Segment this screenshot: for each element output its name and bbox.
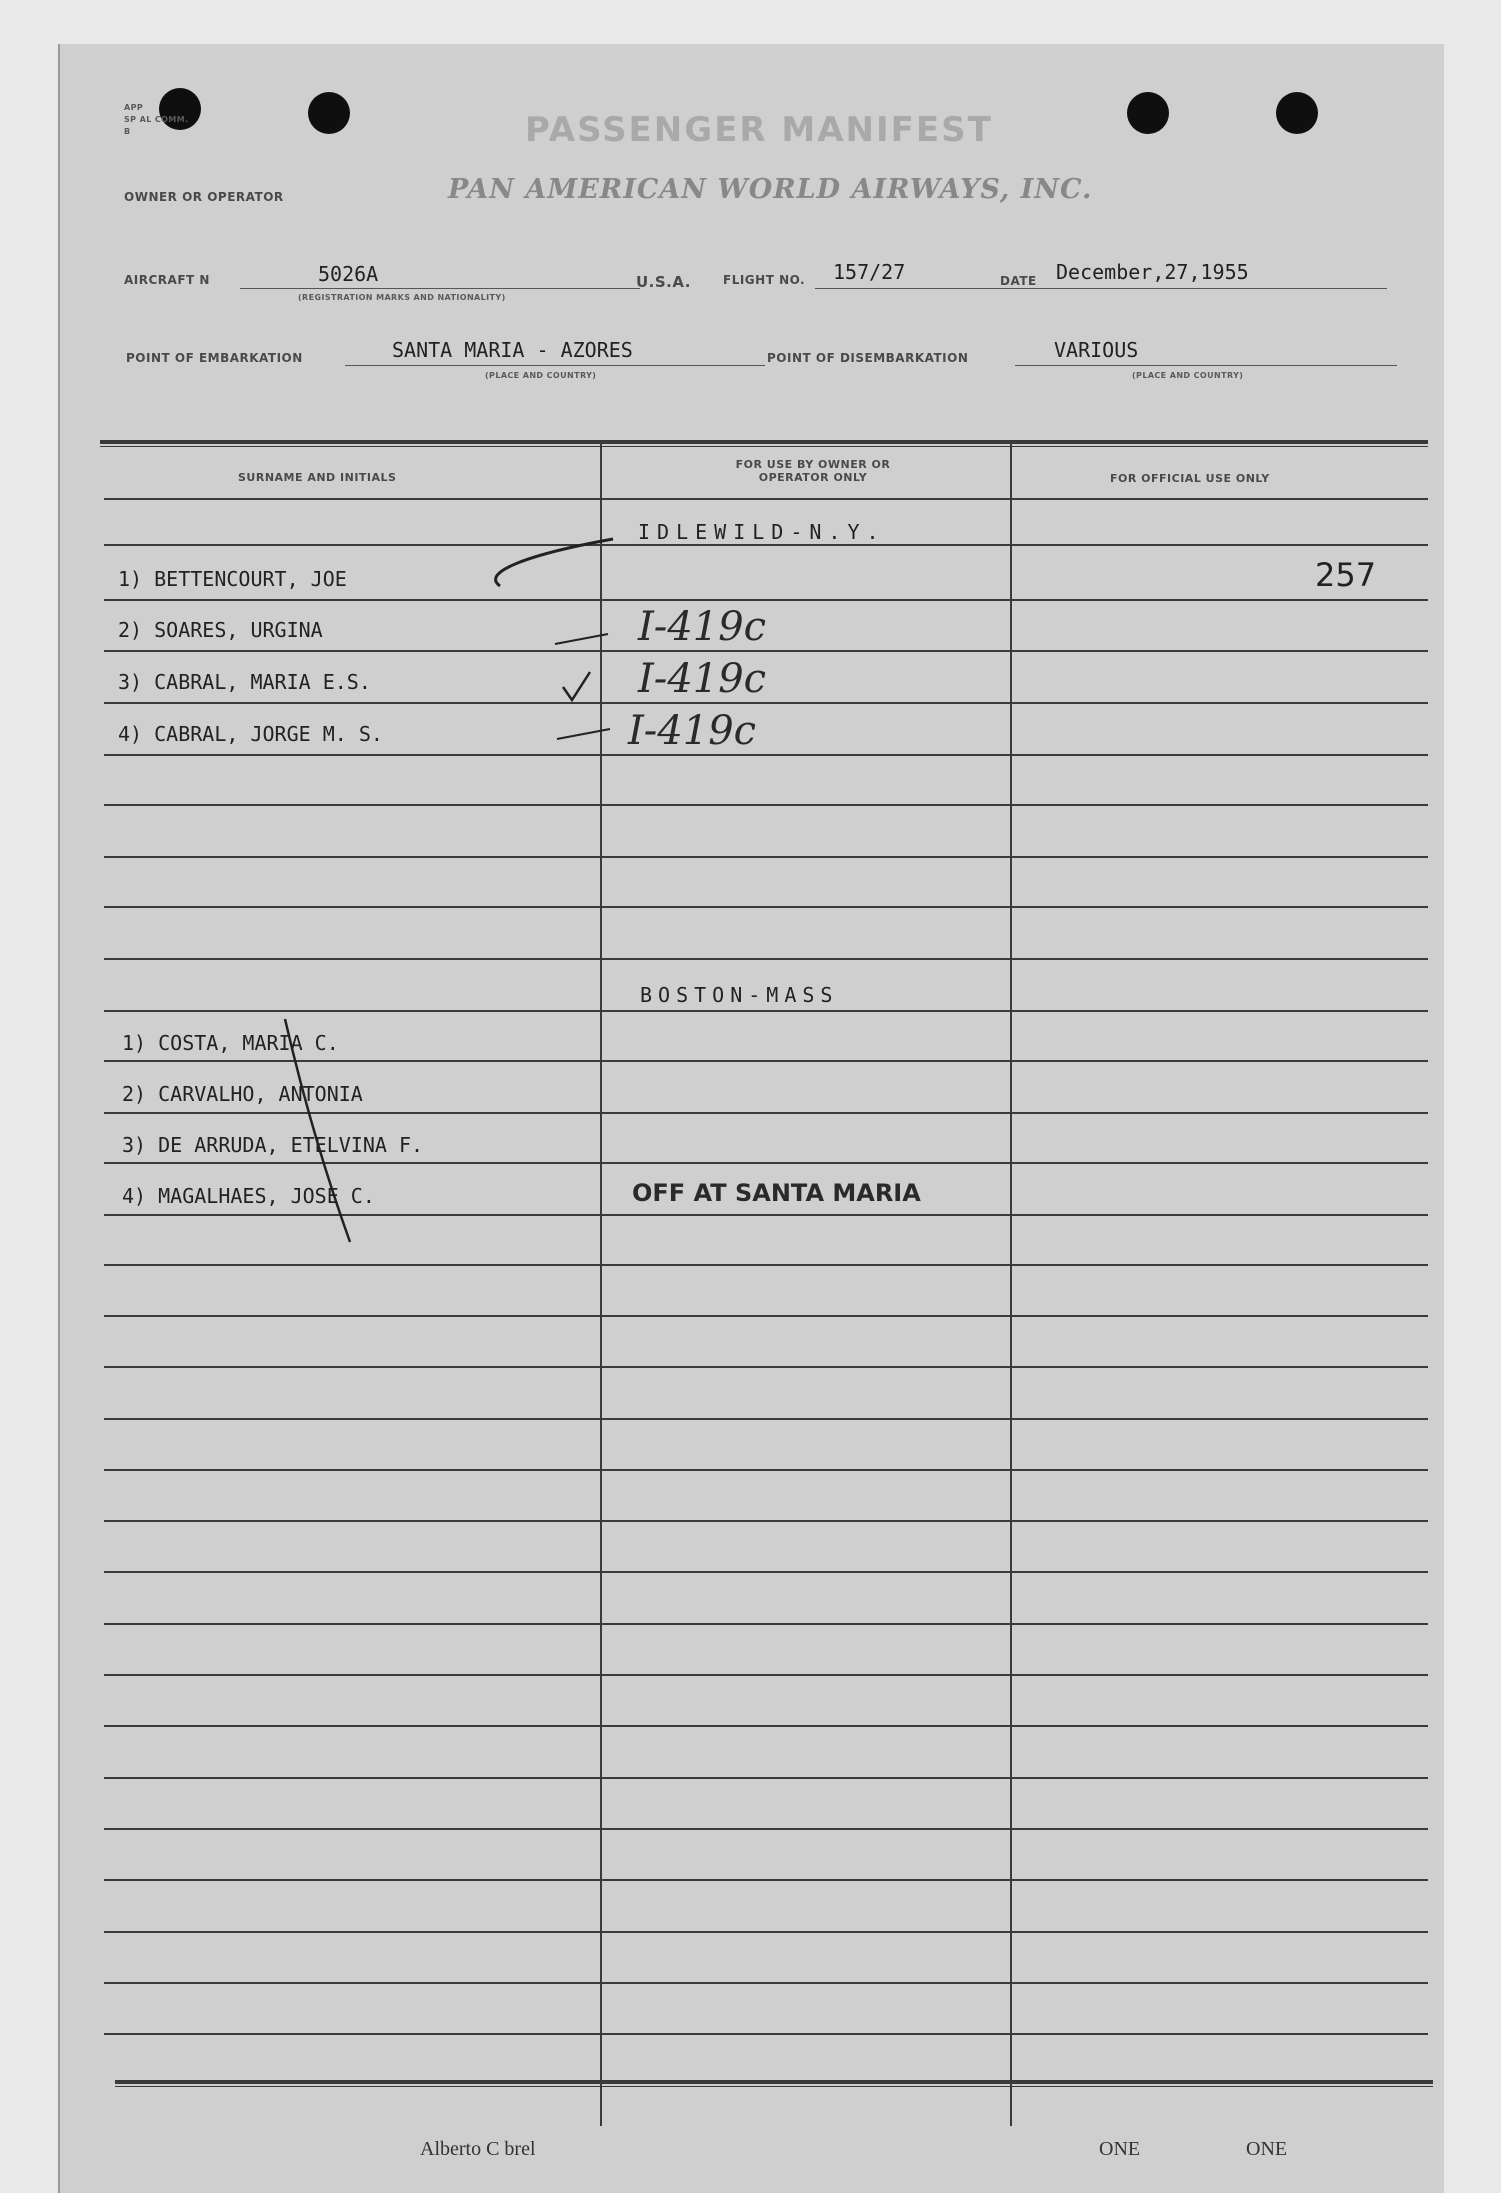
col-owner-header: FOR USE BY OWNER OR OPERATOR ONLY	[735, 458, 891, 484]
handwritten-mark: I-419c	[638, 656, 767, 702]
disembarkation-point: VARIOUS	[1054, 338, 1139, 362]
footer-cell: ONE	[1246, 2138, 1288, 2160]
page-title: PASSENGER MANIFEST	[525, 110, 993, 150]
disembarkation-label: POINT OF DISEMBARKATION	[767, 351, 969, 365]
passenger-row: 4) CABRAL, JORGE M. S.	[118, 722, 383, 746]
aircraft-number: 5026A	[318, 262, 379, 286]
destination-heading: BOSTON-MASS	[640, 983, 839, 1007]
handwritten-mark: I-419c	[638, 604, 767, 650]
footer-cell: ONE	[1099, 2138, 1141, 2160]
flight-label: FLIGHT NO.	[723, 273, 806, 287]
passenger-row: 1) COSTA, MARIA C.	[122, 1031, 339, 1055]
off-at-stamp: OFF AT SANTA MARIA	[632, 1179, 921, 1207]
aircraft-label: AIRCRAFT N	[124, 273, 210, 287]
embarkation-point: SANTA MARIA - AZORES	[392, 338, 633, 362]
place-caption: (PLACE AND COUNTRY)	[485, 371, 597, 380]
handwritten-mark: I-419c	[628, 708, 757, 754]
flight-date: December,27,1955	[1056, 260, 1249, 284]
passenger-row: 3) DE ARRUDA, ETELVINA F.	[122, 1133, 424, 1157]
col-official-header: FOR OFFICIAL USE ONLY	[1110, 472, 1270, 485]
signature: Alberto C brel	[420, 2138, 536, 2160]
registration-caption: (REGISTRATION MARKS AND NATIONALITY)	[298, 293, 506, 302]
nationality: U.S.A.	[636, 273, 691, 291]
approval-stamp: APP SP AL COMM. B	[124, 103, 189, 136]
passenger-row: 1) BETTENCOURT, JOE	[118, 567, 347, 591]
official-count: 257	[1315, 556, 1377, 594]
pen-strokes	[60, 44, 1444, 2193]
embarkation-label: POINT OF EMBARKATION	[126, 351, 303, 365]
manifest-sheet	[58, 44, 1444, 2193]
place-caption: (PLACE AND COUNTRY)	[1132, 371, 1244, 380]
col-surname-header: SURNAME AND INITIALS	[238, 471, 397, 484]
operator-name: PAN AMERICAN WORLD AIRWAYS, INC.	[448, 174, 1093, 205]
passenger-row: 2) CARVALHO, ANTONIA	[122, 1082, 363, 1106]
flight-number: 157/27	[833, 260, 906, 284]
destination-heading: IDLEWILD-N.Y.	[638, 520, 886, 544]
passenger-row: 3) CABRAL, MARIA E.S.	[118, 670, 371, 694]
passenger-row: 4) MAGALHAES, JOSE C.	[122, 1184, 375, 1208]
passenger-row: 2) SOARES, URGINA	[118, 618, 323, 642]
date-label: DATE	[1000, 274, 1037, 288]
owner-label: OWNER OR OPERATOR	[124, 190, 284, 204]
